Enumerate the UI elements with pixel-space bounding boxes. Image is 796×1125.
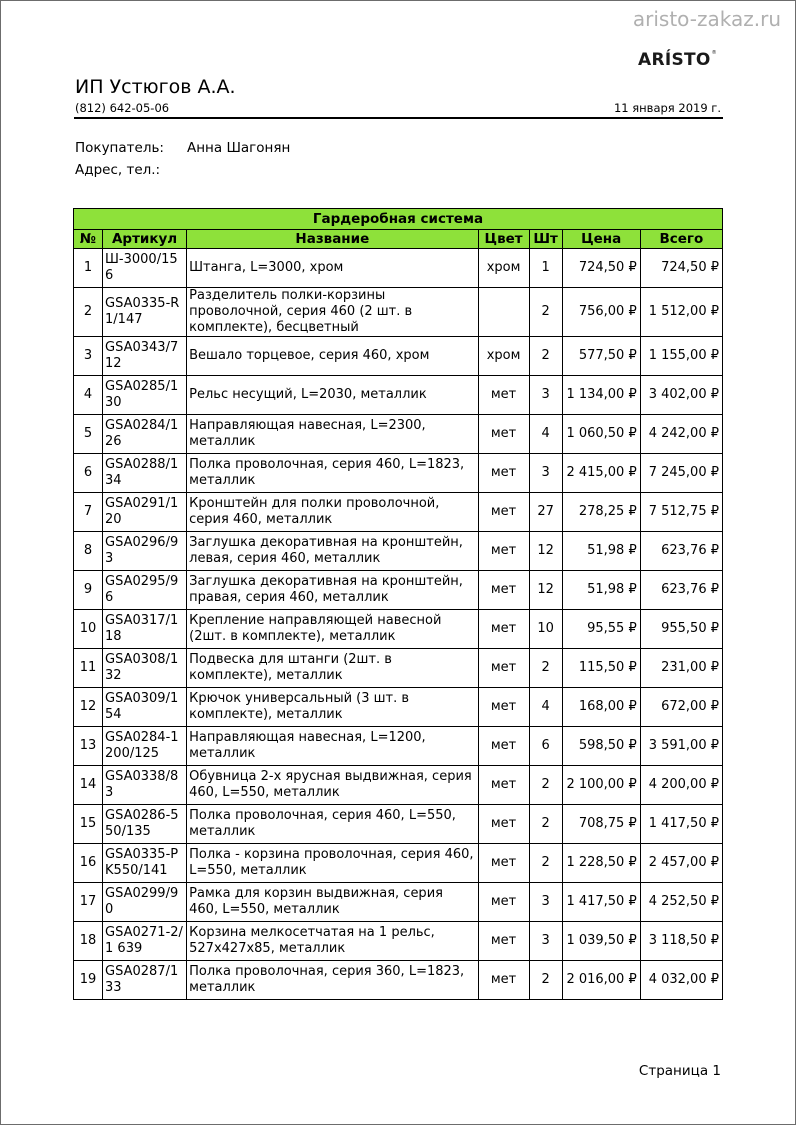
row-article: GSA0308/132 xyxy=(103,649,187,688)
row-total: 3 402,00 ₽ xyxy=(640,376,722,415)
row-qty: 2 xyxy=(529,805,562,844)
row-price: 168,00 ₽ xyxy=(562,688,640,727)
row-name: Разделитель полки-корзины проволочной, серия 460 (2 шт. в комплекте), бесцветный xyxy=(187,288,478,337)
aristo-logo xyxy=(638,50,717,70)
col-header-article: Артикул xyxy=(103,230,187,249)
table-title-row xyxy=(74,209,723,230)
order-table xyxy=(73,208,723,1000)
table-title: Гардеробная система xyxy=(74,209,723,230)
row-total: 3 591,00 ₽ xyxy=(640,727,722,766)
row-color: мет xyxy=(478,922,529,961)
row-total: 7 245,00 ₽ xyxy=(640,454,722,493)
row-name: Рамка для корзин выдвижная, серия 460, L=550, металлик xyxy=(187,883,478,922)
col-header-color: Цвет xyxy=(478,230,529,249)
table-row xyxy=(74,688,723,727)
row-name: Полка проволочная, серия 360, L=1823, металлик xyxy=(187,961,478,1000)
row-number: 1 xyxy=(74,249,103,288)
table-header-row xyxy=(74,230,723,249)
row-qty: 3 xyxy=(529,922,562,961)
row-name: Подвеска для штанги (2шт. в комплекте), металлик xyxy=(187,649,478,688)
table-row xyxy=(74,571,723,610)
row-article: GSA0285/130 xyxy=(103,376,187,415)
row-article: Ш-3000/156 xyxy=(103,249,187,288)
row-number: 10 xyxy=(74,610,103,649)
row-color: мет xyxy=(478,532,529,571)
row-article: GSA0338/83 xyxy=(103,766,187,805)
row-color: мет xyxy=(478,649,529,688)
row-name: Вешало торцевое, серия 460, хром xyxy=(187,337,478,376)
row-color: хром xyxy=(478,249,529,288)
row-article: GSA0284/126 xyxy=(103,415,187,454)
row-color: мет xyxy=(478,727,529,766)
row-number: 8 xyxy=(74,532,103,571)
row-article: GSA0286-550/135 xyxy=(103,805,187,844)
row-color: мет xyxy=(478,610,529,649)
row-price: 1 039,50 ₽ xyxy=(562,922,640,961)
row-article: GSA0287/133 xyxy=(103,961,187,1000)
row-name: Крючок универсальный (3 шт. в комплекте), металлик xyxy=(187,688,478,727)
row-article: GSA0317/118 xyxy=(103,610,187,649)
row-article: GSA0343/712 xyxy=(103,337,187,376)
row-number: 11 xyxy=(74,649,103,688)
row-total: 2 457,00 ₽ xyxy=(640,844,722,883)
row-price: 51,98 ₽ xyxy=(562,571,640,610)
table-row xyxy=(74,415,723,454)
row-total: 231,00 ₽ xyxy=(640,649,722,688)
row-number: 3 xyxy=(74,337,103,376)
row-number: 5 xyxy=(74,415,103,454)
row-color: мет xyxy=(478,844,529,883)
table-row xyxy=(74,766,723,805)
row-qty: 2 xyxy=(529,337,562,376)
col-header-qty: Шт xyxy=(529,230,562,249)
row-total: 4 032,00 ₽ xyxy=(640,961,722,1000)
table-row xyxy=(74,376,723,415)
row-name: Штанга, L=3000, хром xyxy=(187,249,478,288)
row-name: Полка проволочная, серия 460, L=1823, металлик xyxy=(187,454,478,493)
row-total: 7 512,75 ₽ xyxy=(640,493,722,532)
col-header-number: № xyxy=(74,230,103,249)
row-qty: 2 xyxy=(529,288,562,337)
row-price: 2 016,00 ₽ xyxy=(562,961,640,1000)
row-total: 4 252,50 ₽ xyxy=(640,883,722,922)
table-row xyxy=(74,288,723,337)
table-body xyxy=(74,249,723,1000)
row-total: 623,76 ₽ xyxy=(640,532,722,571)
row-article: GSA0335-PK550/141 xyxy=(103,844,187,883)
row-price: 708,75 ₽ xyxy=(562,805,640,844)
row-qty: 3 xyxy=(529,883,562,922)
row-number: 14 xyxy=(74,766,103,805)
row-qty: 12 xyxy=(529,571,562,610)
table-row xyxy=(74,883,723,922)
row-color: хром xyxy=(478,337,529,376)
row-total: 1 417,50 ₽ xyxy=(640,805,722,844)
row-total: 623,76 ₽ xyxy=(640,571,722,610)
row-number: 13 xyxy=(74,727,103,766)
row-price: 1 228,50 ₽ xyxy=(562,844,640,883)
address-label: Адрес, тел.: xyxy=(75,162,161,178)
row-article: GSA0271-2/1 639 xyxy=(103,922,187,961)
col-header-total: Всего xyxy=(640,230,722,249)
page-number: Страница 1 xyxy=(638,1063,721,1079)
row-color: мет xyxy=(478,454,529,493)
row-number: 6 xyxy=(74,454,103,493)
col-header-price: Цена xyxy=(562,230,640,249)
row-qty: 3 xyxy=(529,376,562,415)
row-name: Кронштейн для полки проволочной, серия 460, металлик xyxy=(187,493,478,532)
row-price: 1 060,50 ₽ xyxy=(562,415,640,454)
seller-name: ИП Устюгов А.А. xyxy=(75,76,236,98)
row-name: Направляющая навесная, L=2300, металлик xyxy=(187,415,478,454)
row-number: 4 xyxy=(74,376,103,415)
row-number: 19 xyxy=(74,961,103,1000)
row-price: 598,50 ₽ xyxy=(562,727,640,766)
row-number: 9 xyxy=(74,571,103,610)
table-row xyxy=(74,249,723,288)
row-price: 2 100,00 ₽ xyxy=(562,766,640,805)
row-total: 724,50 ₽ xyxy=(640,249,722,288)
row-number: 17 xyxy=(74,883,103,922)
row-total: 672,00 ₽ xyxy=(640,688,722,727)
table-row xyxy=(74,844,723,883)
row-total: 955,50 ₽ xyxy=(640,610,722,649)
row-price: 2 415,00 ₽ xyxy=(562,454,640,493)
row-name: Заглушка декоративная на кронштейн, левая, серия 460, металлик xyxy=(187,532,478,571)
table-row xyxy=(74,493,723,532)
row-qty: 2 xyxy=(529,844,562,883)
registered-mark: ® xyxy=(711,50,717,56)
row-price: 1 134,00 ₽ xyxy=(562,376,640,415)
row-qty: 4 xyxy=(529,415,562,454)
row-color: мет xyxy=(478,493,529,532)
table-row xyxy=(74,532,723,571)
row-total: 1 155,00 ₽ xyxy=(640,337,722,376)
row-article: GSA0335-R1/147 xyxy=(103,288,187,337)
row-qty: 2 xyxy=(529,649,562,688)
row-number: 7 xyxy=(74,493,103,532)
row-qty: 2 xyxy=(529,766,562,805)
row-price: 115,50 ₽ xyxy=(562,649,640,688)
table-row xyxy=(74,922,723,961)
row-price: 95,55 ₽ xyxy=(562,610,640,649)
header-divider xyxy=(74,117,723,119)
row-color xyxy=(478,288,529,337)
row-color: мет xyxy=(478,688,529,727)
logo-text: ARÍSTO xyxy=(638,50,711,70)
row-article: GSA0288/134 xyxy=(103,454,187,493)
row-name: Полка проволочная, серия 460, L=550, металлик xyxy=(187,805,478,844)
row-qty: 1 xyxy=(529,249,562,288)
row-qty: 2 xyxy=(529,961,562,1000)
row-article: GSA0299/90 xyxy=(103,883,187,922)
row-qty: 3 xyxy=(529,454,562,493)
row-number: 2 xyxy=(74,288,103,337)
seller-phone: (812) 642-05-06 xyxy=(75,101,170,115)
row-number: 16 xyxy=(74,844,103,883)
row-price: 1 417,50 ₽ xyxy=(562,883,640,922)
row-total: 4 242,00 ₽ xyxy=(640,415,722,454)
col-header-name: Название xyxy=(187,230,478,249)
row-total: 4 200,00 ₽ xyxy=(640,766,722,805)
row-price: 577,50 ₽ xyxy=(562,337,640,376)
table-row xyxy=(74,805,723,844)
row-qty: 27 xyxy=(529,493,562,532)
row-number: 12 xyxy=(74,688,103,727)
row-color: мет xyxy=(478,376,529,415)
row-name: Заглушка декоративная на кронштейн, правая, серия 460, металлик xyxy=(187,571,478,610)
row-name: Полка - корзина проволочная, серия 460, L=550, металлик xyxy=(187,844,478,883)
row-article: GSA0295/96 xyxy=(103,571,187,610)
row-total: 3 118,50 ₽ xyxy=(640,922,722,961)
row-color: мет xyxy=(478,571,529,610)
row-total: 1 512,00 ₽ xyxy=(640,288,722,337)
row-price: 724,50 ₽ xyxy=(562,249,640,288)
buyer-name: Анна Шагонян xyxy=(187,140,291,156)
site-watermark: aristo-zakaz.ru xyxy=(632,7,781,31)
document-date: 11 января 2019 г. xyxy=(613,101,721,115)
row-color: мет xyxy=(478,805,529,844)
row-name: Обувница 2-х ярусная выдвижная, серия 460, L=550, металлик xyxy=(187,766,478,805)
row-article: GSA0309/154 xyxy=(103,688,187,727)
table-row xyxy=(74,727,723,766)
row-qty: 4 xyxy=(529,688,562,727)
row-qty: 6 xyxy=(529,727,562,766)
table-row xyxy=(74,337,723,376)
table-row xyxy=(74,610,723,649)
row-color: мет xyxy=(478,961,529,1000)
row-number: 15 xyxy=(74,805,103,844)
row-name: Корзина мелкосетчатая на 1 рельс, 527x427x85, металлик xyxy=(187,922,478,961)
row-qty: 10 xyxy=(529,610,562,649)
row-qty: 12 xyxy=(529,532,562,571)
row-price: 278,25 ₽ xyxy=(562,493,640,532)
row-name: Направляющая навесная, L=1200, металлик xyxy=(187,727,478,766)
row-color: мет xyxy=(478,766,529,805)
table-row xyxy=(74,961,723,1000)
table-row xyxy=(74,454,723,493)
row-price: 756,00 ₽ xyxy=(562,288,640,337)
row-price: 51,98 ₽ xyxy=(562,532,640,571)
row-name: Крепление направляющей навесной (2шт. в комплекте), металлик xyxy=(187,610,478,649)
row-color: мет xyxy=(478,415,529,454)
row-article: GSA0291/120 xyxy=(103,493,187,532)
row-name: Рельс несущий, L=2030, металлик xyxy=(187,376,478,415)
row-number: 18 xyxy=(74,922,103,961)
row-article: GSA0296/93 xyxy=(103,532,187,571)
buyer-label: Покупатель: xyxy=(75,140,164,156)
table-row xyxy=(74,649,723,688)
row-color: мет xyxy=(478,883,529,922)
row-article: GSA0284-1200/125 xyxy=(103,727,187,766)
